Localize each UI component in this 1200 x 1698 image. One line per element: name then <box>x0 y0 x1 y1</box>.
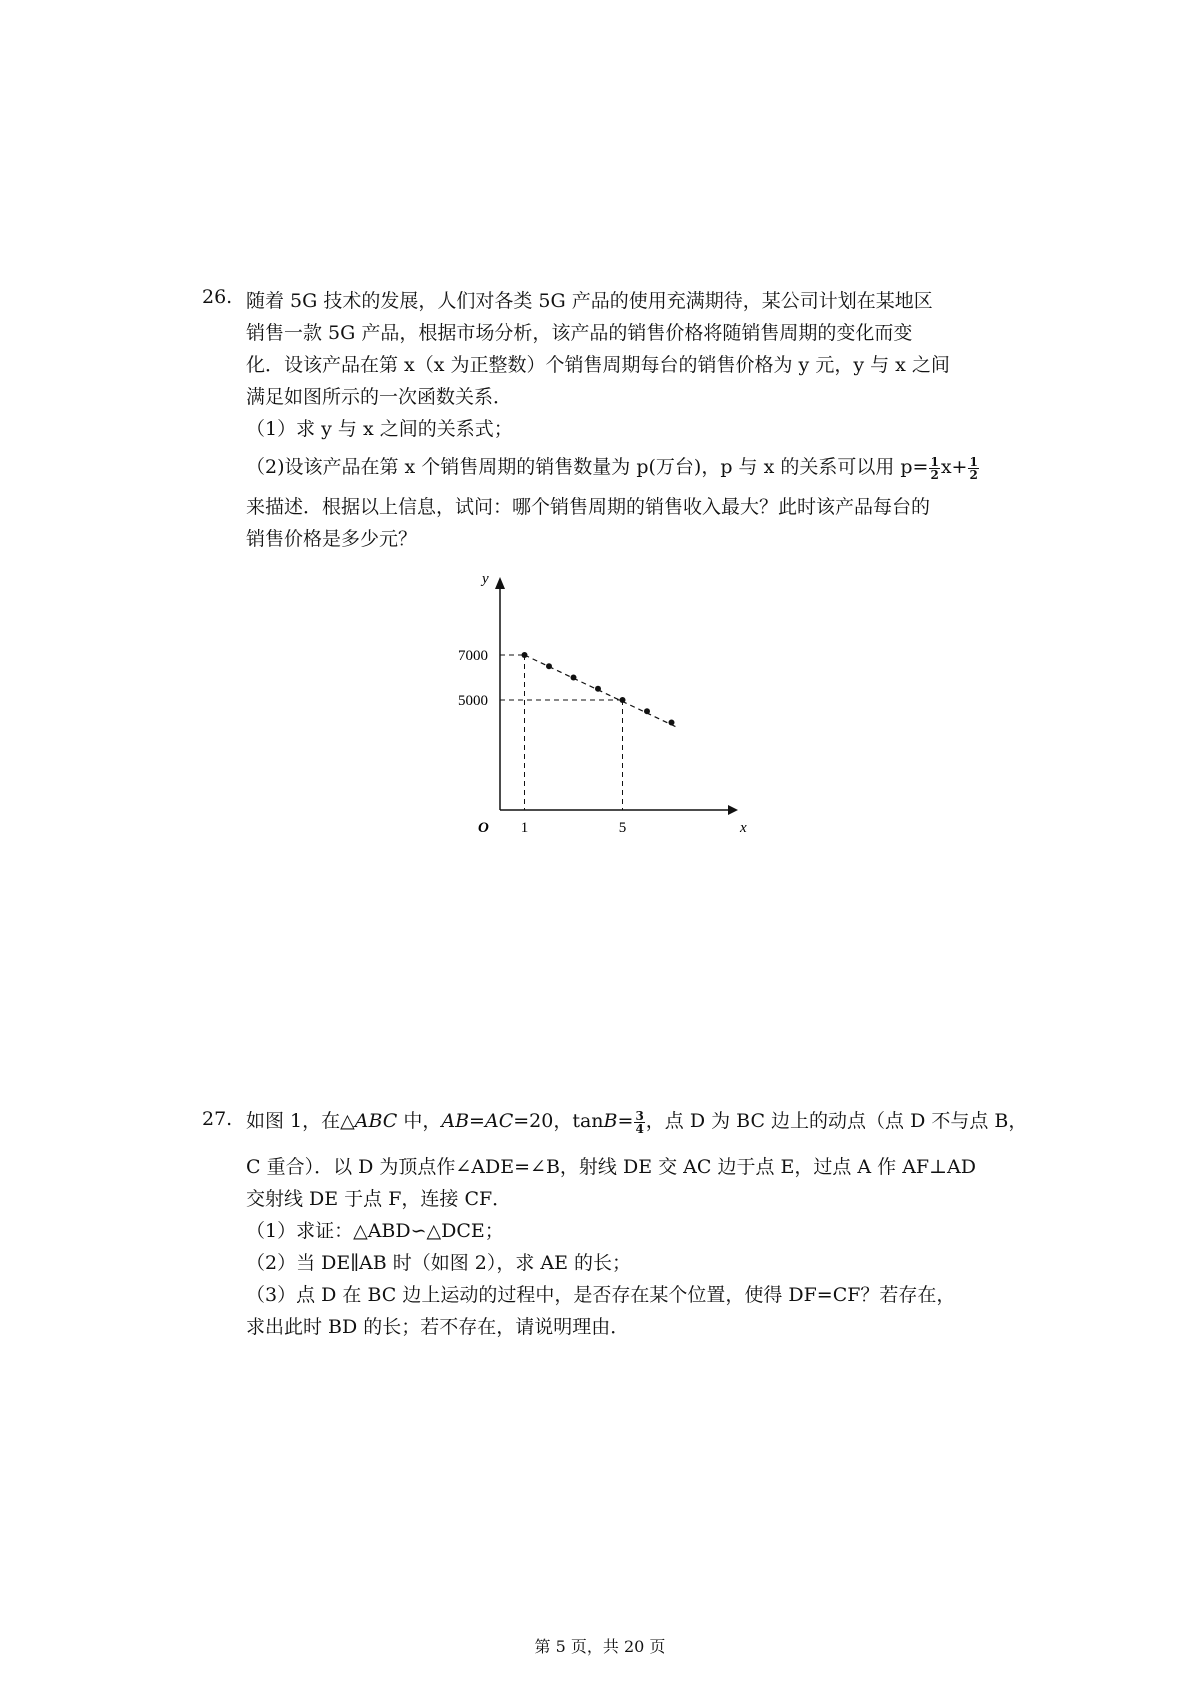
q26-part-2-text: （2)设该产品在第 x 个销售周期的销售数量为 p(万台)，p 与 x 的关系可以用 p= <box>246 456 929 478</box>
fraction-denominator: 2 <box>969 467 978 482</box>
fraction-one-half <box>968 456 978 481</box>
data-point <box>546 663 552 669</box>
q27-line-1 <box>246 1106 1027 1135</box>
chart-labels <box>458 571 747 836</box>
q27-part-3-line-2: 求出此时 BD 的长；若不存在，请说明理由． <box>246 1316 630 1338</box>
q26-line-4: 满足如图所示的一次函数关系． <box>246 386 513 408</box>
origin-label: O <box>478 820 489 836</box>
question-number: 26. <box>202 286 233 308</box>
fraction-one-half <box>929 456 939 481</box>
fraction-denominator: 4 <box>635 1121 644 1136</box>
x-axis-label: x <box>740 820 747 836</box>
q27-text: AB=AC <box>441 1110 514 1132</box>
q27-part-3: （3）点 D 在 BC 边上运动的过程中，是否存在某个位置，使得 DF=CF？若存在， <box>246 1284 956 1306</box>
q27-text: D 为 BC 边上的动点（点 D 不与点 B， <box>689 1110 1028 1132</box>
price-chart <box>450 565 770 845</box>
q27-part-2: （2）当 DE∥AB 时（如图 2），求 AE 的长； <box>246 1252 632 1274</box>
x-tick-label: 1 <box>520 820 529 836</box>
chart-axes <box>495 577 738 815</box>
question-number: 27. <box>202 1108 233 1130</box>
fraction-numerator: 3 <box>635 1108 644 1123</box>
q27-text: B <box>603 1110 618 1132</box>
y-tick-label: 7000 <box>458 648 488 664</box>
q26-part-2 <box>246 452 980 481</box>
fraction-numerator: 1 <box>969 454 978 469</box>
chart-guides <box>500 655 623 810</box>
q27-text: ABC <box>354 1110 398 1132</box>
data-point <box>571 675 577 681</box>
q26-line-2: 销售一款 5G 产品，根据市场分析，该产品的销售价格将随销售周期的变化而变 <box>246 322 913 344</box>
page-footer: 第 5 页，共 20 页 <box>534 1637 666 1656</box>
y-tick-label: 5000 <box>458 693 488 709</box>
data-point <box>644 708 650 714</box>
q26-line-3: 化．设该产品在第 x（x 为正整数）个销售周期每台的销售价格为 y 元，y 与 x 之间 <box>246 354 950 376</box>
q27-line-2: C 重合）．以 D 为顶点作∠ADE=∠B，射线 DE 交 AC 边于点 E，过点 A 作 AF⊥AD <box>246 1156 976 1178</box>
q27-line-3: 交射线 DE 于点 F，连接 CF． <box>246 1188 512 1210</box>
q26-line-1: 随着 5G 技术的发展，人们对各类 5G 产品的使用充满期待，某公司计划在某地区 <box>246 290 933 312</box>
fraction-denominator: 2 <box>930 467 939 482</box>
data-point <box>620 697 626 703</box>
x-axis-arrow <box>728 805 738 815</box>
q26-part-2-mid: x+ <box>940 456 968 478</box>
q26-part-2-line-3: 销售价格是多少元？ <box>246 528 418 550</box>
q27-text: = <box>617 1110 634 1132</box>
fraction-three-quarters <box>634 1110 644 1135</box>
y-axis-arrow <box>495 577 505 589</box>
q26-part-2-line-2: 来描述．根据以上信息，试问：哪个销售周期的销售收入最大？此时该产品每台的 <box>246 496 931 518</box>
q26-part-1: （1）求 y 与 x 之间的关系式； <box>246 418 513 440</box>
q27-part-1: （1）求证：△ABD∽△DCE； <box>246 1220 504 1242</box>
data-point <box>595 686 601 692</box>
q27-text: 如图 1，在△ <box>246 1110 355 1132</box>
x-tick-label: 5 <box>618 820 627 836</box>
chart-marks <box>522 652 677 727</box>
y-axis-label: y <box>482 571 489 587</box>
q27-text: ，点 <box>645 1110 690 1132</box>
data-point <box>522 652 528 658</box>
q27-text: =20，tan <box>513 1110 604 1132</box>
data-point <box>669 720 675 726</box>
q27-text: 中， <box>397 1110 442 1132</box>
fraction-numerator: 1 <box>930 454 939 469</box>
